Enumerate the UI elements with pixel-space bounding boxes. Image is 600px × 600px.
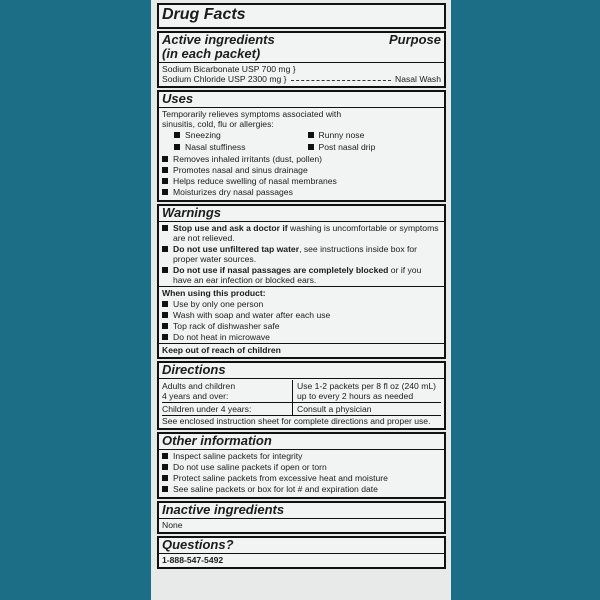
use-item: Moisturizes dry nasal passages [173, 187, 293, 197]
leader-dash [291, 80, 391, 81]
other-item: Protect saline packets from excessive heat and moisture [173, 473, 388, 483]
when-using-item: Top rack of dishwasher safe [173, 321, 280, 331]
children-text: Consult a physician [292, 403, 441, 416]
other-item: See saline packets or box for lot # and expiration date [173, 484, 378, 494]
warning-3-text: or if you have an ear infection or blocked ears. [173, 265, 422, 285]
directions-note: See enclosed instruction sheet for complete directions and proper use. [162, 416, 431, 426]
warning-2-text: , see instructions inside box for proper water sources. [173, 244, 418, 264]
adults-text-1: Use 1-2 packets per 8 fl oz (240 mL) [297, 381, 436, 391]
adults-text-2: up to every 2 hours as needed [297, 391, 414, 401]
directions-block [157, 361, 446, 430]
purpose-heading: Purpose [388, 32, 441, 47]
active-ingredients-block [157, 31, 446, 88]
inactive-value: None [162, 520, 183, 530]
adults-label-2: 4 years and over: [162, 391, 229, 401]
inactive-block [157, 501, 446, 534]
other-heading: Other information [162, 433, 272, 448]
drug-facts-panel [151, 0, 451, 600]
questions-heading: Questions? [162, 537, 234, 552]
other-item: Inspect saline packets for integrity [173, 451, 303, 461]
other-info-block [157, 432, 446, 499]
when-using-item: Use by only one person [173, 299, 264, 309]
symptom-item: Nasal stuffiness [185, 142, 246, 152]
questions-block [157, 536, 446, 569]
background-right [451, 0, 600, 600]
purpose-value: Nasal Wash [394, 74, 441, 84]
warning-3-bold: Do not use if nasal passages are completely blocked [173, 265, 389, 275]
use-item: Removes inhaled irritants (dust, pollen) [173, 154, 323, 164]
when-using-item: Do not heat in microwave [173, 332, 270, 342]
warning-1-text: washing is uncomfortable or symptoms are not relieved. [173, 223, 439, 243]
drug-facts-title: Drug Facts [162, 6, 246, 23]
uses-intro-1: Temporarily relieves symptoms associated with [162, 109, 342, 119]
symptom-item: Post nasal drip [318, 142, 376, 152]
inactive-heading: Inactive ingredients [162, 502, 285, 517]
directions-table [162, 380, 441, 416]
directions-heading: Directions [162, 362, 226, 377]
phone-number: 1-888-547-5492 [162, 555, 224, 565]
symptom-item: Runny nose [318, 130, 365, 140]
children-label: Children under 4 years: [162, 403, 292, 416]
when-using-heading: When using this product: [162, 288, 266, 298]
warnings-heading: Warnings [162, 205, 221, 220]
when-using-item: Wash with soap and water after each use [173, 310, 331, 320]
other-item: Do not use saline packets if open or torn [173, 462, 327, 472]
background-left [0, 0, 151, 600]
active-subheading: (in each packet) [162, 46, 261, 61]
ingredient-2: Sodium Chloride USP 2300 mg } [162, 74, 287, 84]
use-item: Promotes nasal and sinus drainage [173, 165, 308, 175]
symptom-grid [162, 129, 441, 153]
active-heading: Active ingredients [162, 32, 275, 47]
uses-intro-2: sinusitis, cold, flu or allergies: [162, 119, 274, 129]
uses-heading: Uses [162, 91, 194, 106]
symptom-item: Sneezing [185, 130, 221, 140]
title-block [157, 3, 446, 29]
keep-out-text: Keep out of reach of children [162, 345, 281, 355]
adults-label-1: Adults and children [162, 381, 236, 391]
warnings-block [157, 204, 446, 359]
warning-1-bold: Stop use and ask a doctor if [173, 223, 288, 233]
ingredient-1: Sodium Bicarbonate USP 700 mg } [162, 64, 296, 74]
uses-block [157, 90, 446, 202]
warning-2-bold: Do not use unfiltered tap water [173, 244, 300, 254]
use-item: Helps reduce swelling of nasal membranes [173, 176, 337, 186]
